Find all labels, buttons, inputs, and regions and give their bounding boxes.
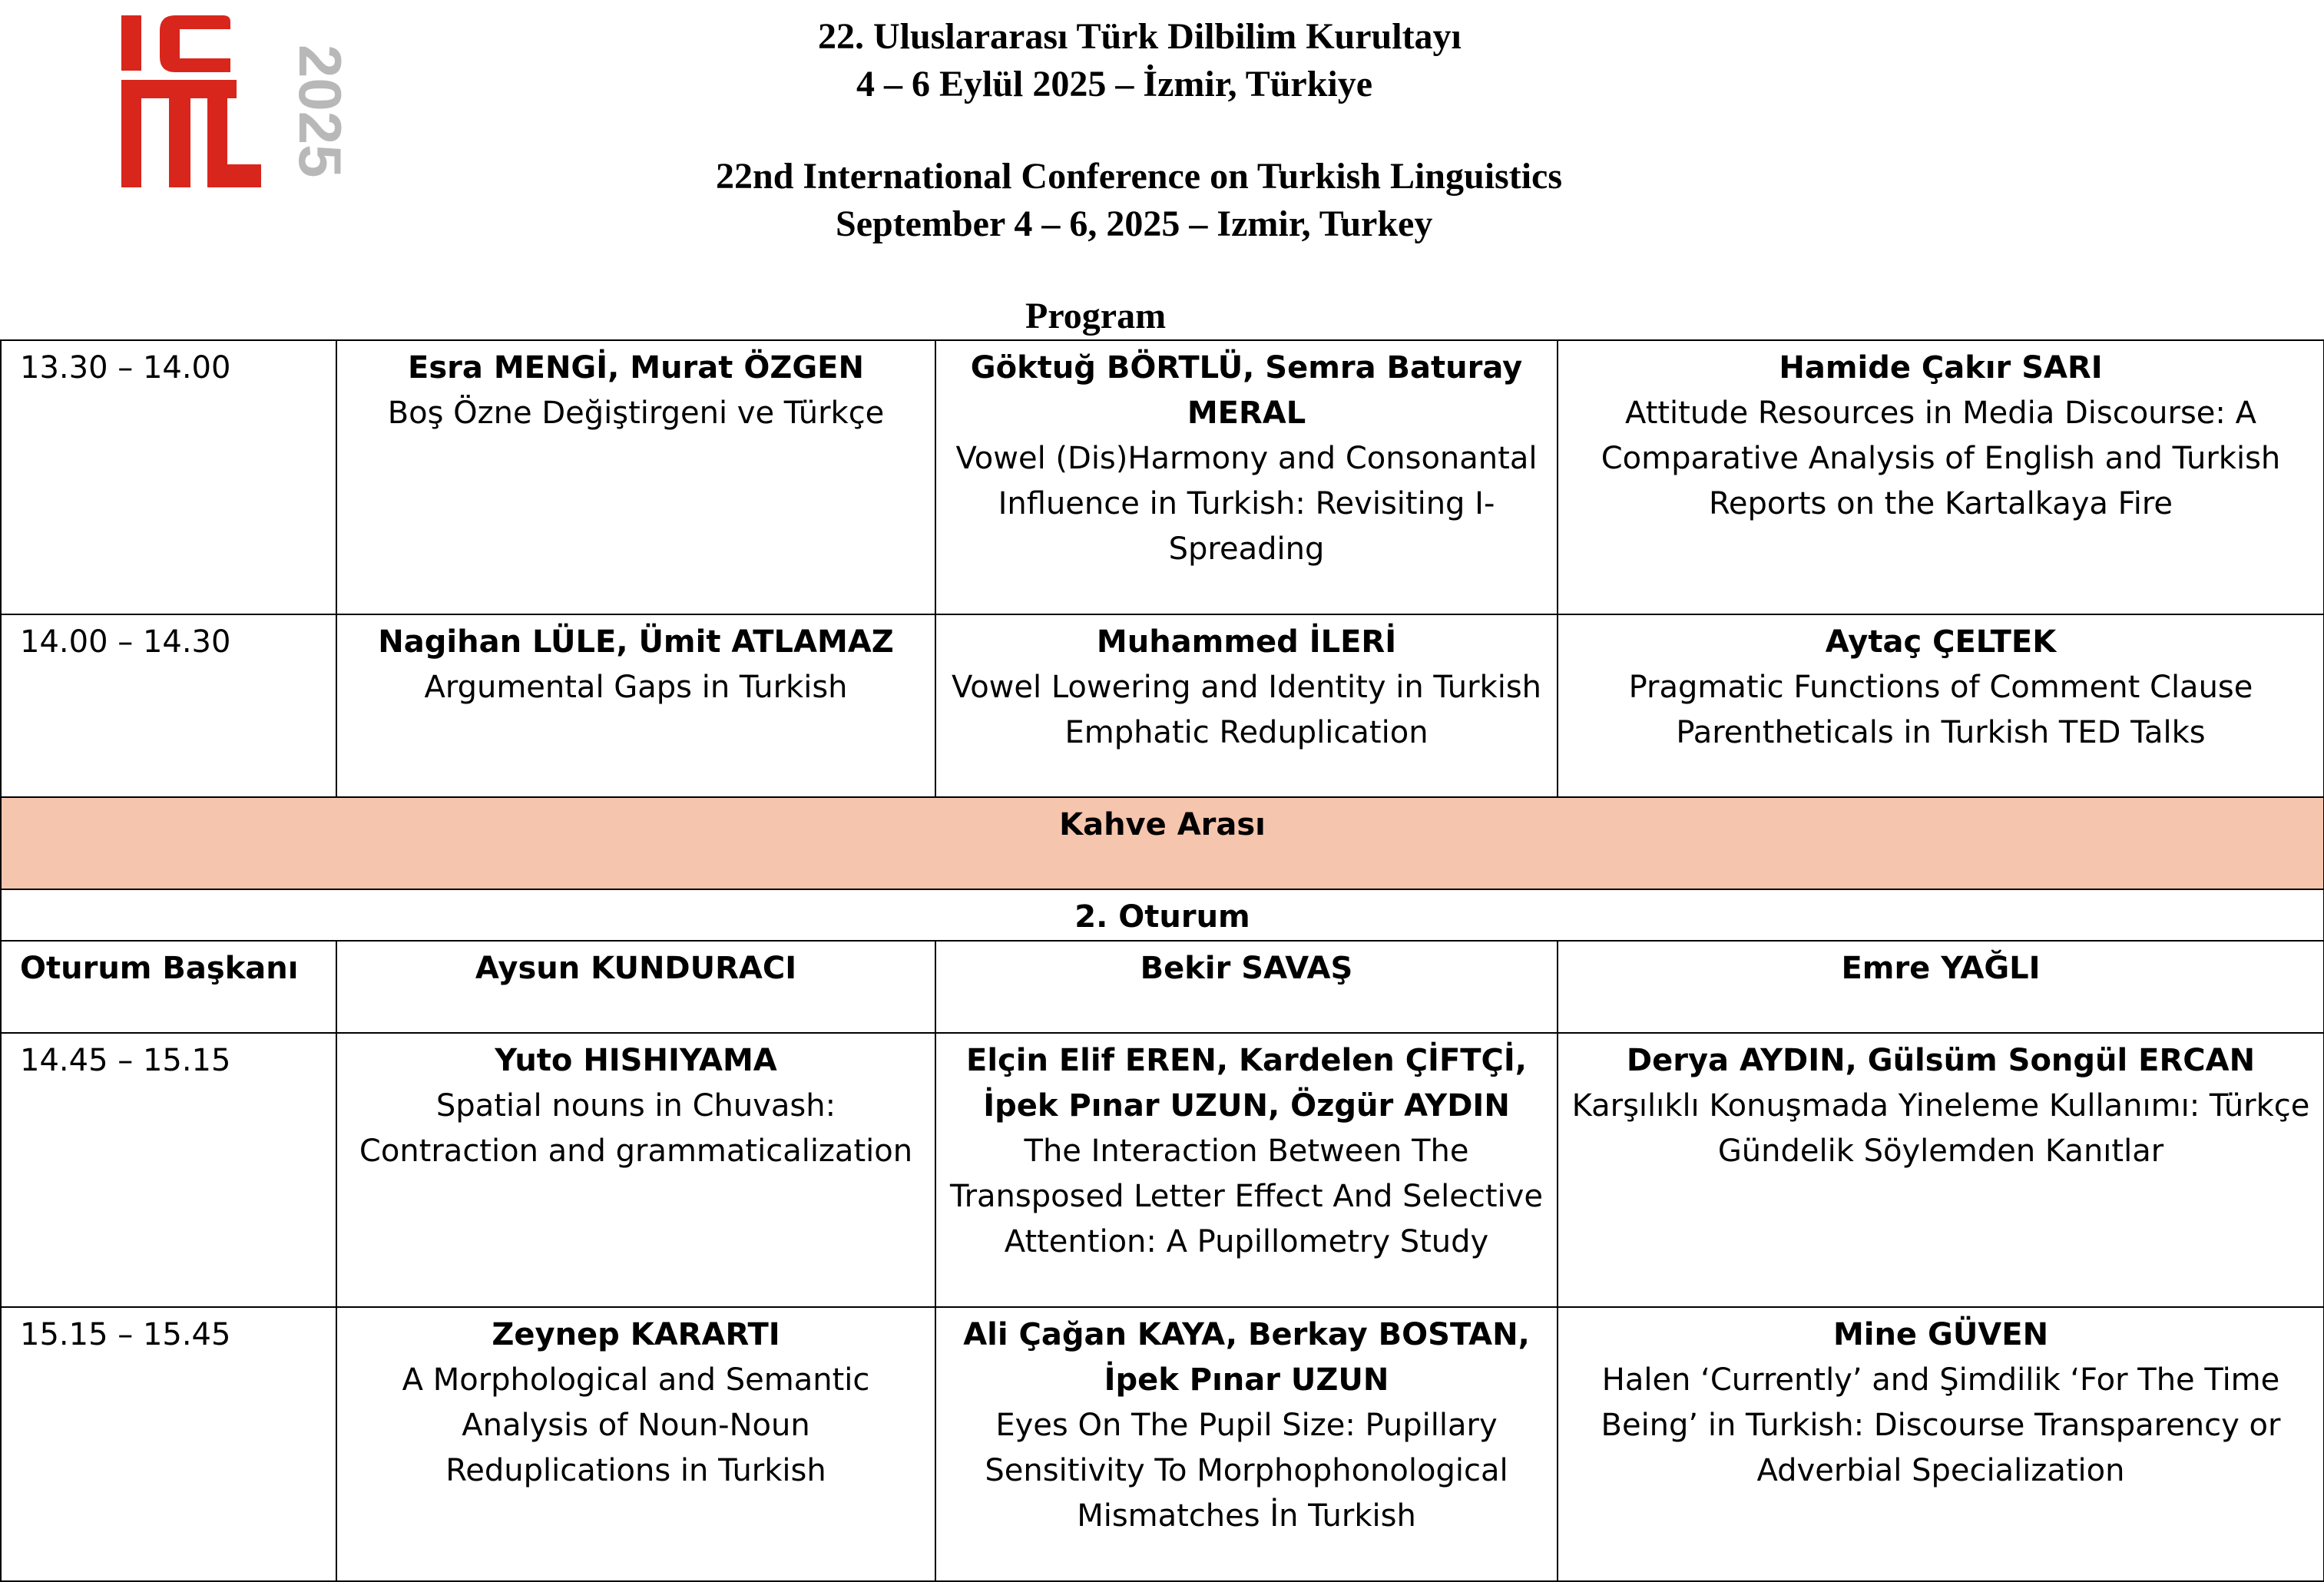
speaker-names: Yuto HISHIYAMA: [495, 1043, 777, 1078]
speaker-names: Göktuğ BÖRTLÜ, Semra Baturay MERAL: [970, 350, 1523, 431]
schedule-table: [0, 339, 2324, 1582]
tr-title: 22. Uluslararası Türk Dilbilim Kurultayı: [818, 16, 1462, 57]
program-heading: Program: [1025, 296, 1167, 336]
talk-cell: [336, 1033, 935, 1307]
talk-title: Attitude Resources in Media Discourse: A Comparative Analysis of English and Turkish Reports on the Kartalkaya Fire: [1601, 396, 2281, 521]
talk-title: Vowel (Dis)Harmony and Consonantal Influence in Turkish: Revisiting I-Spreading: [955, 441, 1538, 567]
conference-logo: [115, 14, 353, 190]
talk-title: The Interaction Between The Transposed Letter Effect And Selective Attention: A Pupillometry Study: [950, 1134, 1543, 1259]
logo-letter-i: [121, 15, 141, 71]
talk-title: Boş Özne Değiştirgeni ve Türkçe: [387, 396, 885, 431]
session-chair: Aysun KUNDURACI: [336, 941, 935, 1033]
coffee-break: Kahve Arası: [1, 797, 2324, 889]
talk-cell: [935, 1033, 1558, 1307]
talk-cell: [336, 1307, 935, 1581]
en-title: 22nd International Conference on Turkish Linguistics: [716, 156, 1563, 197]
time-slot: 14.45 – 15.15: [1, 1033, 336, 1307]
talk-cell: [935, 614, 1558, 797]
talk-cell: [336, 340, 935, 614]
logo-year: 2025: [286, 45, 353, 178]
talk-title: Vowel Lowering and Identity in Turkish Emphatic Reduplication: [951, 670, 1542, 750]
time-slot: 14.00 – 14.30: [1, 614, 336, 797]
logo-letter-t-stem: [169, 80, 190, 187]
ictl-logo-graphic: [115, 14, 353, 190]
speaker-names: Hamide Çakır SARI: [1779, 350, 2103, 386]
table-row: [1, 340, 2324, 614]
logo-letter-l-foot: [207, 164, 261, 187]
table-row: [1, 1033, 2324, 1307]
table-row: [1, 1307, 2324, 1581]
chair-row: [1, 941, 2324, 1033]
tr-date: 4 – 6 Eylül 2025 – İzmir, Türkiye: [856, 64, 1373, 104]
talk-title: Halen ‘Currently’ and Şimdilik ‘For The Time Being’ in Turkish: Discourse Transparency or Adverbial Specialization: [1601, 1362, 2281, 1488]
session-chair: Bekir SAVAŞ: [935, 941, 1558, 1033]
talk-cell: [1558, 1033, 2324, 1307]
talk-cell: [935, 340, 1558, 614]
logo-letter-c: [160, 15, 230, 72]
speaker-names: Elçin Elif EREN, Kardelen ÇİFTÇİ, İpek Pınar UZUN, Özgür AYDIN: [966, 1043, 1527, 1124]
time-slot: 15.15 – 15.45: [1, 1307, 336, 1581]
speaker-names: Mine GÜVEN: [1832, 1317, 2049, 1352]
talk-title: Karşılıklı Konuşmada Yineleme Kullanımı: Türkçe Gündelik Söylemden Kanıtlar: [1571, 1088, 2310, 1169]
speaker-names: Ali Çağan KAYA, Berkay BOSTAN, İpek Pınar UZUN: [963, 1317, 1530, 1398]
talk-title: Spatial nouns in Chuvash: Contraction and grammaticalization: [359, 1088, 913, 1169]
talk-title: Pragmatic Functions of Comment Clause Parentheticals in Turkish TED Talks: [1628, 670, 2253, 750]
table-row: [1, 614, 2324, 797]
talk-cell: [935, 1307, 1558, 1581]
talk-title: Eyes On The Pupil Size: Pupillary Sensitivity To Morphophonological Mismatches İn Turkish: [985, 1408, 1508, 1534]
speaker-names: Derya AYDIN, Gülsüm Songül ERCAN: [1626, 1043, 2256, 1078]
speaker-names: Esra MENGİ, Murat ÖZGEN: [408, 350, 864, 386]
speaker-names: Zeynep KARARTI: [492, 1317, 780, 1352]
time-slot: 13.30 – 14.00: [1, 340, 336, 614]
talk-cell: [1558, 1307, 2324, 1581]
speaker-names: Nagihan LÜLE, Ümit ATLAMAZ: [378, 624, 894, 660]
talk-cell: [1558, 340, 2324, 614]
coffee-break-row: [1, 797, 2324, 889]
session-title: 2. Oturum: [1, 889, 2324, 941]
speaker-names: Aytaç ÇELTEK: [1825, 624, 2057, 660]
session-chair: Emre YAĞLI: [1558, 941, 2324, 1033]
chair-label: Oturum Başkanı: [1, 941, 336, 1033]
speaker-names: Muhammed İLERİ: [1096, 624, 1397, 660]
session-row: [1, 889, 2324, 941]
talk-cell: [336, 614, 935, 797]
talk-title: A Morphological and Semantic Analysis of Noun-Noun Reduplications in Turkish: [402, 1362, 870, 1488]
talk-title: Argumental Gaps in Turkish: [424, 670, 848, 705]
logo-letter-l-stem: [121, 98, 141, 187]
talk-cell: [1558, 614, 2324, 797]
en-date: September 4 – 6, 2025 – Izmir, Turkey: [836, 204, 1433, 244]
